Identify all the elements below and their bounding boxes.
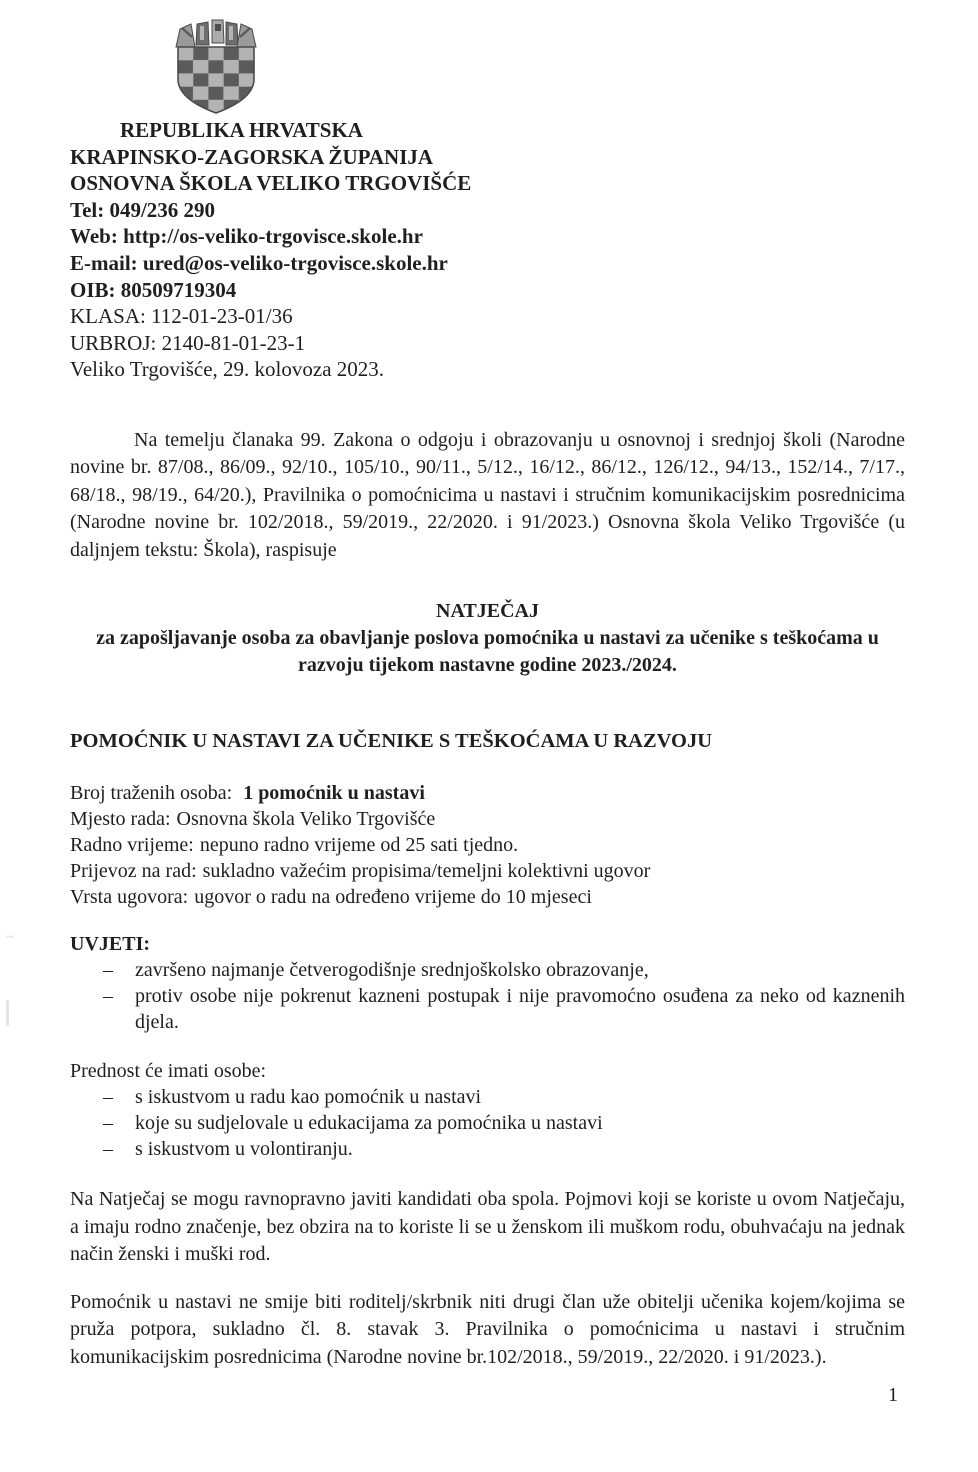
detail-label: Vrsta ugovora: xyxy=(70,886,189,909)
urbroj-line: URBROJ: 2140-81-01-23-1 xyxy=(70,330,306,355)
email-line: E-mail: ured@os-veliko-trgovisce.skole.hr xyxy=(70,250,448,275)
condition-item: – završeno najmanje četverogodišnje srednjoškolsko obrazovanje, xyxy=(70,957,905,983)
detail-value: ugovor o radu na određeno vrijeme do 10 mjeseci xyxy=(194,886,592,909)
institution-school: OSNOVNA ŠKOLA VELIKO TRGOVIŠĆE xyxy=(70,171,472,196)
scan-artifact: ~ xyxy=(6,930,15,945)
scan-artifact xyxy=(6,1000,9,1026)
priority-item: – s iskustvom u volontiranju. xyxy=(70,1136,905,1162)
detail-row-mjesto-rada xyxy=(70,806,905,832)
detail-label: Mjesto rada: xyxy=(70,808,171,831)
restriction-paragraph: Pomoćnik u nastavi ne smije biti roditelj/skrbnik niti drugi član uže obitelji učenika kojem/kojima se pruža potpora, sukladno čl. 8. stavak 3. Pravilnika o pomoćnicima u nastavi i stručnim komunikacijskim posrednicima (Narodne novine br.102/2018., 59/2019., 22/2020. i 91/2023.). xyxy=(70,1290,905,1368)
detail-value: nepuno radno vrijeme od 25 sati tjedno. xyxy=(199,834,519,857)
priority-item: – s iskustvom u radu kao pomoćnik u nastavi xyxy=(70,1084,905,1110)
position-heading: POMOĆNIK U NASTAVI ZA UČENIKE S TEŠKOĆAMA U RAZVOJU xyxy=(70,730,713,753)
institution-county: KRAPINSKO-ZAGORSKA ŽUPANIJA xyxy=(70,144,434,169)
announcement xyxy=(70,598,905,679)
priority-item: – koje su sudjelovale u edukacijama za pomoćnika u nastavi xyxy=(70,1110,905,1136)
conditions-list xyxy=(70,957,905,1035)
detail-label: Broj traženih osoba: xyxy=(70,782,233,805)
klasa-line: KLASA: 112-01-23-01/36 xyxy=(70,304,293,329)
institution-country: REPUBLIKA HRVATSKA xyxy=(120,118,363,142)
croatian-coat-of-arms-icon xyxy=(170,15,262,117)
place-date-line: Veliko Trgovišće, 29. kolovoza 2023. xyxy=(70,357,385,382)
oib-line: OIB: 80509719304 xyxy=(70,277,237,302)
detail-value: sukladno važećim propisima/temeljni kolektivni ugovor xyxy=(202,860,651,883)
phone-line: Tel: 049/236 290 xyxy=(70,197,216,222)
web-line: Web: http://os-veliko-trgovisce.skole.hr xyxy=(70,224,423,249)
intro-paragraph: Na temelju članaka 99. Zakona o odgoju i obrazovanju u osnovnoj i srednjoj školi (Narodne novine br. 87/08., 86/09., 92/10., 105/10., 90/11., 5/12., 16/12., 86/12., 126/12., 94/13., 152/14., 7/17., 68/18., 98/19., 64/20.), Pravilnika o pomoćnicima u nastavi i stručnim komunikacijskim posrednicima (Narodne novine br. 102/2018., 59/2019., 22/2020. i 91/2023.) Osnovna škola Veliko Trgovišće (u daljnjem tekstu: Škola), raspisuje xyxy=(70,428,905,561)
detail-row-prijevoz xyxy=(70,858,905,884)
equality-paragraph: Na Natječaj se mogu ravnopravno javiti kandidati oba spola. Pojmovi koji se koriste u ovom Natječaju, a imaju rodno značenje, bez obzira na to koriste li se u ženskom ili muškom rodu, obuhvaćaju na jednak način ženski i muški rod. xyxy=(70,1188,905,1266)
detail-row-broj-osoba xyxy=(70,780,905,806)
announcement-title: NATJEČAJ xyxy=(436,600,539,623)
announcement-subtitle: za zapošljavanje osoba za obavljanje poslova pomoćnika u nastavi za učenike s teškoćama u razvoju tijekom nastavne godine 2023./2024. xyxy=(96,627,879,677)
conditions-heading: UVJETI: xyxy=(70,933,151,956)
detail-row-vrsta-ugovora xyxy=(70,884,905,910)
letterhead xyxy=(70,15,905,383)
condition-item: – protiv osobe nije pokrenut kazneni postupak i nije pravomoćno osuđena za neko od kaznenih djela. xyxy=(70,983,905,1035)
priority-list xyxy=(70,1084,905,1162)
detail-label: Radno vrijeme: xyxy=(70,834,194,857)
detail-value: Osnovna škola Veliko Trgovišće xyxy=(176,808,436,831)
detail-row-radno-vrijeme xyxy=(70,832,905,858)
detail-label: Prijevoz na rad: xyxy=(70,860,197,883)
position-details xyxy=(70,780,905,910)
detail-value: 1 pomoćnik u nastavi xyxy=(243,782,425,805)
page-number: 1 xyxy=(888,1384,898,1406)
priority-heading: Prednost će imati osobe: xyxy=(70,1060,267,1083)
